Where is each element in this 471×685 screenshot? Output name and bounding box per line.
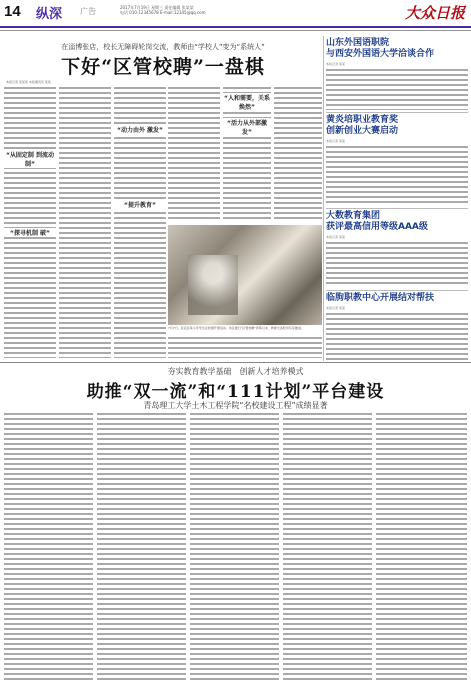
top-article-subhead: “动力由外 激发”	[114, 125, 166, 134]
top-article-subhead: “人和需要，关系焕然”	[224, 95, 270, 111]
right-article-title: 临朐职教中心开展结对帮扶	[326, 293, 435, 303]
top-article-kicker: 在淄博张店，校长无障碍轮岗交流，教师由“学校人”变为“系统人”	[61, 43, 265, 51]
top-article-column	[59, 86, 111, 358]
top-article-subhead: “从固定制 到流动制”	[5, 152, 55, 168]
right-article-body	[326, 145, 468, 205]
right-article-title	[326, 115, 398, 137]
top-article-subhead: “探寻机制 破”	[4, 228, 56, 237]
right-article-body	[326, 312, 468, 360]
section-name: 纵深	[36, 7, 63, 22]
header-meta-line: 电话 010-12345678 E-mail:12345@qq.com	[120, 10, 206, 15]
right-article-title	[326, 38, 434, 60]
header-meta	[120, 5, 250, 15]
top-article-photo-caption: 7月7日，张店区某小学学生在校园开展活动。该区推行“区管校聘”改革以来，教师交流轮岗有序推进。	[168, 326, 304, 330]
right-article-title	[326, 211, 428, 233]
top-article-byline: 本报记者 某某某 本报通讯员 某某	[6, 80, 51, 84]
right-article-title-text: 黄炎培职业教育奖 创新创业大赛启动	[326, 115, 399, 136]
ad-label: 广告	[80, 7, 96, 16]
right-article-byline: 本报记者 某某	[326, 139, 345, 143]
right-article-byline: 本报记者 某某	[326, 235, 345, 239]
bottom-article-column	[283, 412, 372, 682]
right-article-byline: 本报记者 某某	[326, 306, 345, 310]
right-article-divider	[326, 208, 468, 209]
right-article-divider	[326, 112, 468, 113]
right-article-title-text: 大数教育集团 获评最高信用等级AAA级	[326, 211, 428, 232]
bottom-article-column	[4, 412, 93, 682]
page-number: 14	[4, 3, 21, 20]
top-article-subhead: “活力从外部激发”	[223, 118, 271, 136]
right-article-body	[326, 241, 468, 287]
bottom-article-title: 助推“双一流”和“111计划”平台建设	[86, 382, 385, 402]
bottom-article-column	[97, 412, 186, 682]
right-article-byline: 本报记者 某某	[326, 62, 345, 66]
newspaper-logo: 大众日报	[404, 4, 465, 22]
bottom-article-kicker: 夯实教育教学基础 创新人才培养模式	[167, 367, 304, 376]
top-article-subhead: “提升教育”	[114, 200, 166, 209]
top-article-column	[168, 86, 220, 221]
bottom-article-column	[190, 412, 279, 682]
header-meta-line: 2017年7月19日 星期三 责任编辑 张某某	[120, 5, 194, 10]
top-article-column	[274, 86, 322, 221]
header-rule-thin	[0, 30, 471, 31]
top-article-column	[4, 86, 56, 358]
right-article-divider	[326, 290, 468, 291]
bottom-article-column	[376, 412, 467, 682]
header-rule	[0, 26, 471, 28]
top-article-title: 下好“区管校聘”一盘棋	[61, 56, 265, 78]
top-article-column	[168, 336, 322, 358]
right-article-title-text: 山东外国语职院 与西安外国语大学洽谈合作	[326, 38, 435, 59]
column-divider	[323, 36, 324, 361]
right-article-body	[326, 68, 468, 110]
section-divider	[0, 362, 471, 363]
bottom-article-subtitle: 青岛理工大学土木工程学院“名校建设工程”成绩显著	[143, 401, 328, 410]
top-article-photo	[168, 225, 322, 325]
page-header	[0, 0, 471, 38]
